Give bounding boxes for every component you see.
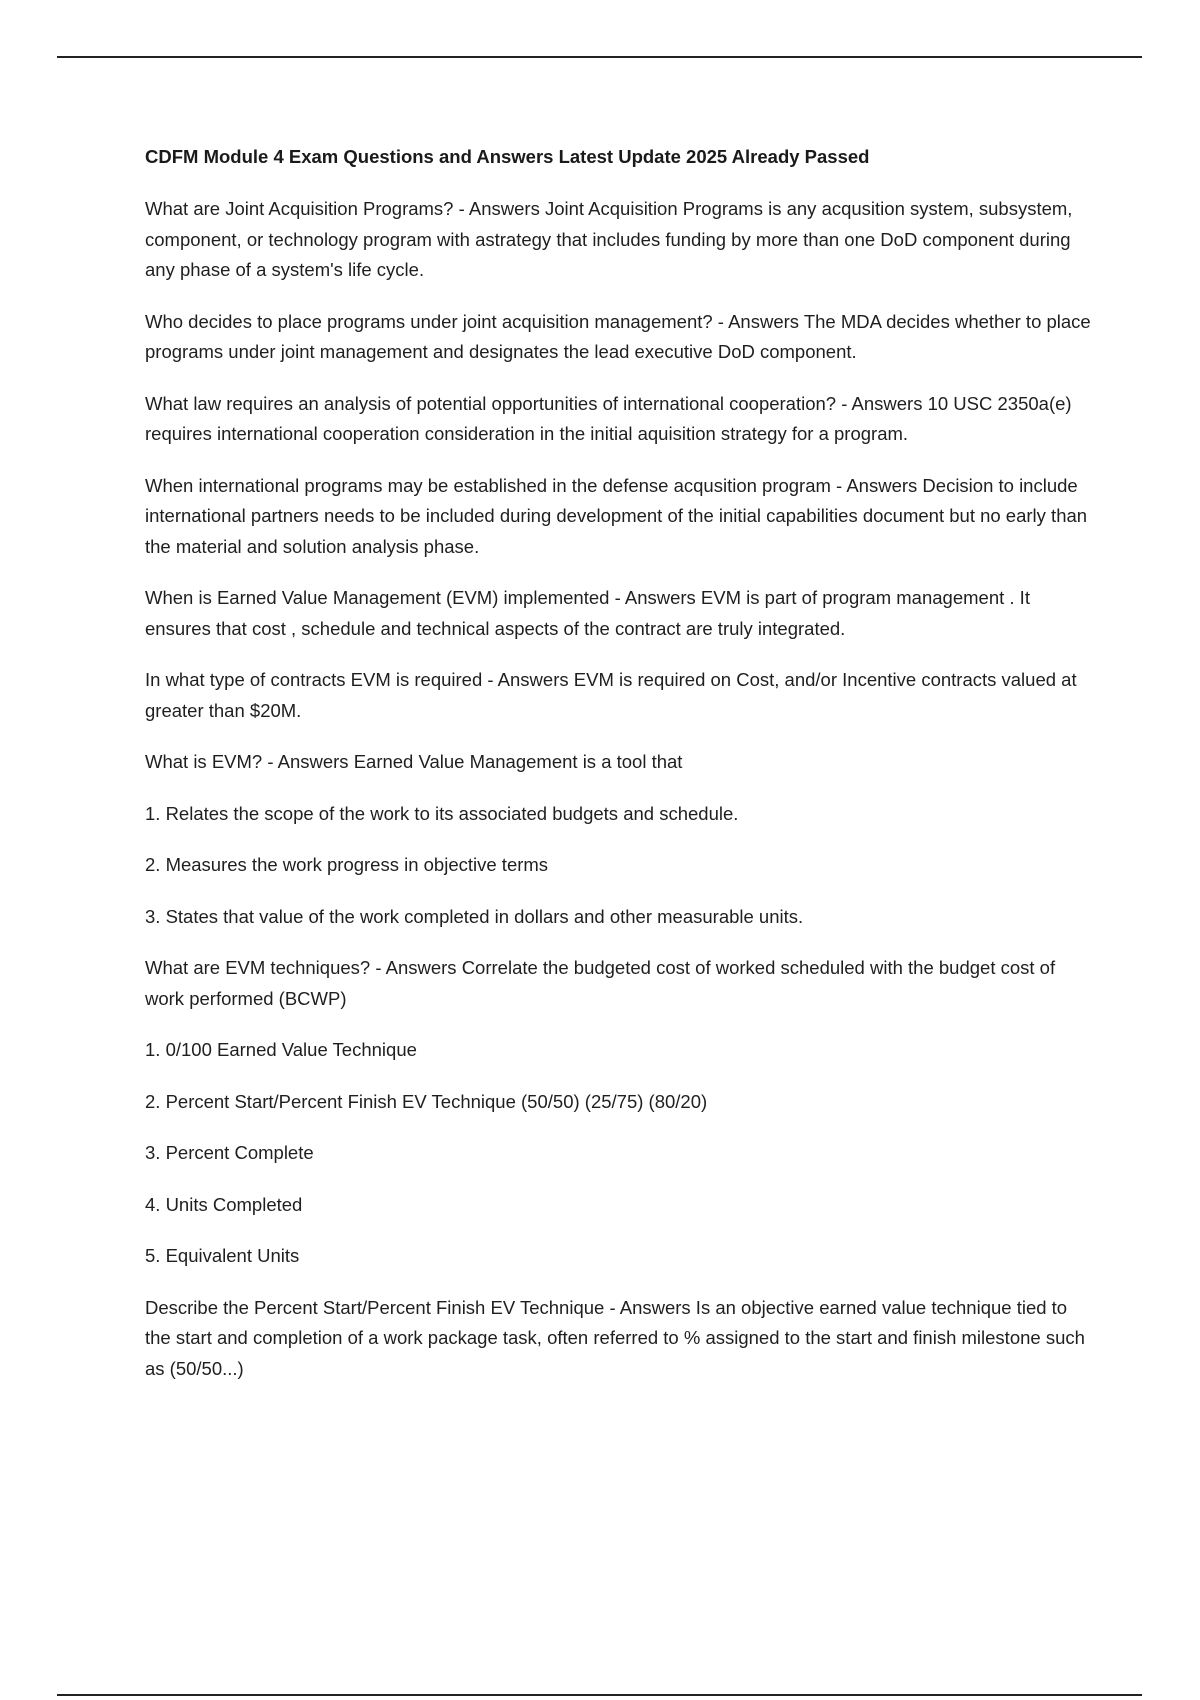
qa-international-cooperation-law: What law requires an analysis of potential opportunities of international cooperation? - Answers 10 USC 2350a(e) requires international cooperation consideration in the initial aquisition strategy for a program. [145,392,1072,444]
top-rule [57,56,1142,58]
qa-percent-start-finish: Describe the Percent Start/Percent Finish EV Technique - Answers Is an objective earned value technique tied to the start and completion of a work package task, often referred to % assigned to the start and finish milestone such as (50/50...) [145,1296,1085,1379]
qa-joint-acquisition-programs: What are Joint Acquisition Programs? - Answers Joint Acquisition Programs is any acqusition system, subsystem, component, or technology program with astrategy that includes funding by more than one DoD component during any phase of a system's life cycle. [145,198,1073,280]
list-item: 1. 0/100 Earned Value Technique [145,1039,417,1060]
list-item: 5. Equivalent Units [145,1245,300,1266]
qa-evm-implemented: When is Earned Value Management (EVM) implemented - Answers EVM is part of program management . It ensures that cost , schedule and technical aspects of the contract are truly integrated. [145,587,1030,639]
document-title: CDFM Module 4 Exam Questions and Answers Latest Update 2025 Already Passed [145,146,870,167]
qa-what-is-evm: What is EVM? - Answers Earned Value Management is a tool that [145,751,683,772]
list-item: 3. States that value of the work completed in dollars and other measurable units. [145,905,804,927]
list-item: 2. Measures the work progress in objective terms [145,854,549,875]
qa-international-programs: When international programs may be established in the defense acqusition program - Answers Decision to include international partners needs to be included during development of the initial capabilities document but no early than the material and solution analysis phase. [145,474,1088,557]
list-item: 3. Percent Complete [145,1142,314,1163]
qa-evm-techniques: What are EVM techniques? - Answers Correlate the budgeted cost of worked scheduled with the budget cost of work performed (BCWP) [145,957,1056,1009]
qa-evm-contracts: In what type of contracts EVM is required - Answers EVM is required on Cost, and/or Incentive contracts valued at greater than $20M. [145,669,1077,721]
list-item: 1. Relates the scope of the work to its associated budgets and schedule. [145,802,739,824]
qa-joint-acquisition-management: Who decides to place programs under joint acquisition management? - Answers The MDA decides whether to place programs under joint management and designates the lead executive DoD component. [145,310,1091,362]
document-content [145,142,1097,1405]
bottom-rule [57,1694,1142,1696]
list-item: 4. Units Completed [145,1193,303,1215]
list-item: 2. Percent Start/Percent Finish EV Technique (50/50) (25/75) (80/20) [145,1090,708,1112]
